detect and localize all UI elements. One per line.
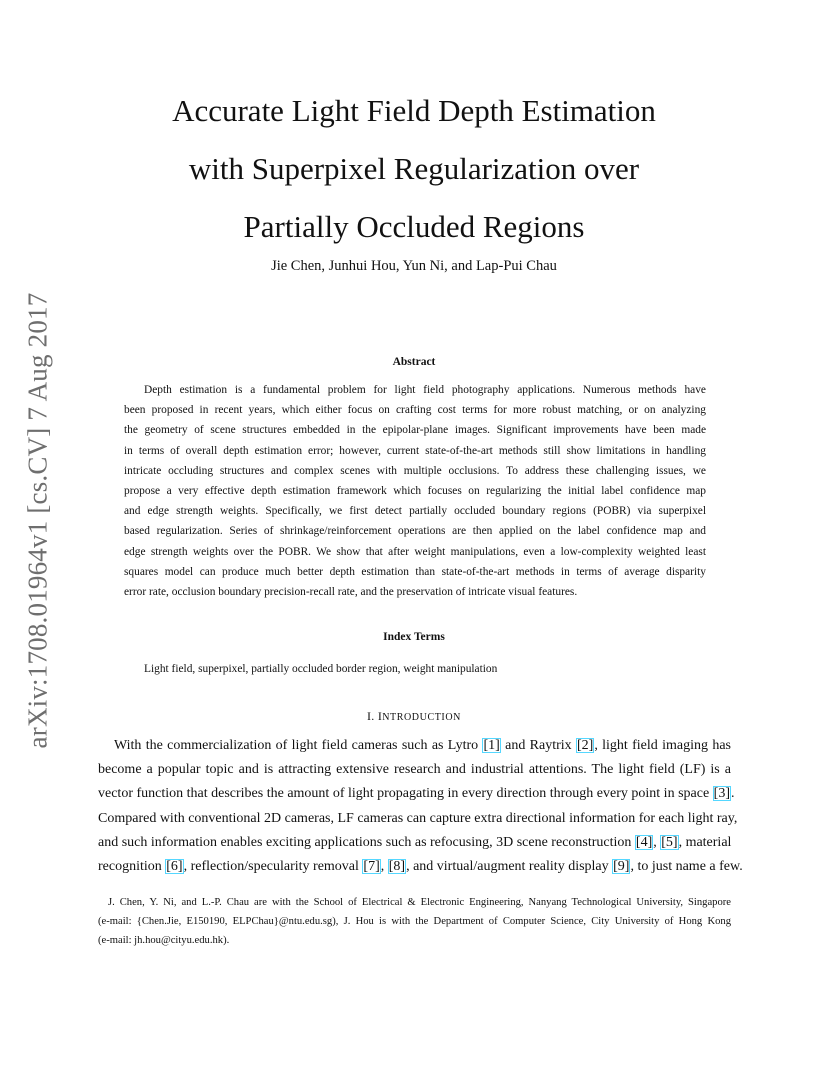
abstract-line: the geometry of scene structures embedded in the epipolar-plane images. Significant improvements have been made (124, 424, 706, 437)
section-heading-introduction (100, 709, 728, 724)
abstract-line: in terms of overall depth estimation error; however, current state-of-the-art methods still show limitations in handling (124, 444, 706, 457)
text-run: and Raytrix (500, 738, 576, 753)
text-run: , light field imaging has (594, 738, 731, 753)
citation-link-6[interactable]: [6] (166, 859, 183, 875)
citation-link-7[interactable]: [7] (363, 859, 380, 875)
intro-line: Compared with conventional 2D cameras, LF cameras can capture extra directional information for each light ray, (98, 810, 738, 826)
intro-line (98, 831, 731, 855)
abstract-line: intricate occluding structures and complex scenes with multiple occlusions. To address these challenging issues, we (124, 464, 706, 477)
intro-line (98, 782, 735, 806)
abstract-line: been proposed in recent years, which either focus on crafting cost terms for more robust matching, or on analyzing (124, 404, 706, 417)
abstract-line: Depth estimation is a fundamental problem for light field photography applications. Numerous methods have (144, 384, 706, 396)
abstract-line: edge strength weights over the POBR. We show that after weight manipulations, even a low-complexity weighted least (124, 545, 706, 558)
title-line: with Superpixel Regularization over (188, 151, 640, 186)
text-run: With the commercialization of light field cameras such as Lytro (114, 738, 483, 753)
title-line: Partially Occluded Regions (243, 209, 585, 244)
text-run: vector function that describes the amount of light propagating in every direction through every point in space (98, 786, 713, 802)
index-terms-heading: Index Terms (383, 631, 445, 643)
text-run: , reflection/specularity removal (183, 859, 363, 875)
text-run: , (380, 859, 388, 875)
citation-link-8[interactable]: [8] (388, 859, 406, 875)
index-terms-text: Light field, superpixel, partially occluded border region, weight manipulation (144, 663, 498, 675)
text-run: . (730, 786, 735, 802)
arxiv-sidebar-stamp (18, 285, 58, 755)
citation-link-9[interactable]: [9] (613, 859, 630, 875)
abstract-line: error rate, occlusion boundary precision-recall rate, and the preservation of intricate visual features. (124, 586, 578, 599)
footnote-line: (e-mail: jh.hou@cityu.edu.hk). (98, 935, 230, 946)
arxiv-identifier: arXiv:1708.01964v1 [cs.CV] 7 Aug 2017 (22, 292, 53, 748)
intro-line (98, 734, 731, 758)
citation-link-2[interactable]: [2] (576, 738, 594, 753)
author-list: Jie Chen, Junhui Hou, Yun Ni, and Lap-Pui Chau (271, 258, 557, 274)
text-run: , (653, 834, 661, 850)
section-numeral: I. (366, 709, 378, 723)
abstract-line: propose a very effective depth estimation framework which focuses on regularizing the initial label confidence map (124, 485, 706, 498)
text-run: recognition (98, 859, 166, 875)
footnote-line: (e-mail: {Chen.Jie, E150190, ELPChau}@ntu.edu.sg), J. Hou is with the Department of Computer Science, City University of Hong Kong (98, 916, 731, 927)
section-title-initial: I (377, 709, 383, 723)
section-title-rest: NTRODUCTION (382, 712, 462, 723)
intro-line: become a popular topic and is attracting extensive research and industrial attentions. The light field (LF) is a (98, 762, 731, 778)
introduction-paragraph (98, 734, 743, 879)
abstract-heading: Abstract (392, 356, 436, 368)
citation-link-5[interactable]: [5] (661, 834, 678, 850)
abstract-line: squares model can produce much better depth estimation than state-of-the-art methods in terms of average disparity (124, 565, 706, 578)
text-run: , to just name a few. (630, 859, 743, 875)
abstract-line: and edge strength weights. Specifically, we first detect partially occluded boundary regions (POBR) via superpixel (124, 505, 706, 518)
title-line: Accurate Light Field Depth Estimation (172, 93, 656, 128)
text-run: , material (678, 834, 732, 850)
intro-line (98, 855, 743, 879)
paper-title (100, 82, 728, 256)
author-affiliation-footnote (98, 893, 731, 950)
footnote-line: J. Chen, Y. Ni, and L.-P. Chau are with the School of Electrical & Electronic Engineering, Nanyang Technological University, Singapore (108, 897, 731, 908)
abstract-line: based regularization. Series of shrinkage/reinforcement operations are then applied on the label confidence map and (124, 525, 706, 538)
citation-link-4[interactable]: [4] (635, 834, 653, 850)
citation-link-3[interactable]: [3] (713, 786, 730, 802)
text-run: , and virtual/augment reality display (406, 859, 613, 875)
text-run: and such information enables exciting applications such as refocusing, 3D scene reconstruction (98, 834, 635, 850)
citation-link-1[interactable]: [1] (483, 738, 500, 753)
abstract-body (124, 380, 706, 602)
